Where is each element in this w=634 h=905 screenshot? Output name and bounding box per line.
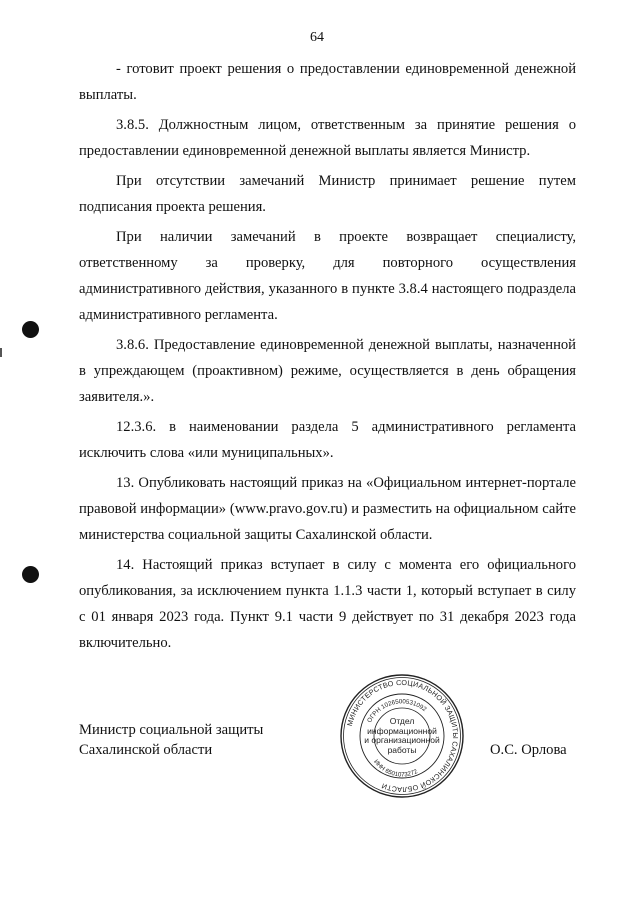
seal-center-line: и организационной bbox=[364, 735, 440, 745]
seal-center-line: работы bbox=[387, 744, 417, 755]
seal-inn-text: ИНН 6501073272 bbox=[372, 758, 419, 779]
document-body bbox=[79, 56, 576, 660]
punch-hole bbox=[22, 321, 39, 338]
paragraph: При отсутствии замечаний Министр принимает решение путем подписания проекта решения. bbox=[79, 173, 576, 215]
seal-outer-ring-text: МИНИСТЕРСТВО СОЦИАЛЬНОЙ ЗАЩИТЫ САХАЛИНСКОЙ ОБЛАСТИ bbox=[345, 677, 461, 795]
paragraph: При наличии замечаний в проекте возвращает специалисту, ответственному за проверку, для повторного осуществления административного действия, указанного в пункте 3.8.4 настоящего подраздела административного регламента. bbox=[79, 229, 576, 323]
paragraph: 12.3.6. в наименовании раздела 5 административного регламента исключить слова «или муниципальных». bbox=[79, 419, 576, 461]
signatory-title bbox=[79, 720, 263, 760]
seal-center-line: информационной bbox=[367, 725, 437, 736]
page-number: 64 bbox=[310, 30, 324, 45]
svg-text:ИНН 6501073272 bbox=[372, 758, 419, 778]
paragraph: 14. Настоящий приказ вступает в силу с момента его официального опубликования, за исключением пункта 1.1.3 части 1, который вступает в силу с 01 января 2023 года. Пункт 9.1 части 9 действует по 31 декабря 2023 года включительно. bbox=[79, 557, 576, 651]
seal-center-line: Отдел bbox=[389, 716, 415, 726]
scan-edge-mark bbox=[0, 348, 2, 357]
paragraph: 3.8.5. Должностным лицом, ответственным за принятие решения о предоставлении единовременной денежной выплаты является Министр. bbox=[79, 117, 576, 159]
signatory-title-line: Сахалинской области bbox=[79, 742, 213, 758]
signatory-title-line: Министр социальной защиты bbox=[79, 722, 264, 738]
paragraph: 3.8.6. Предоставление единовременной денежной выплаты, назначенной в упреждающем (проактивном) режиме, осуществляется в день обращения заявителя.». bbox=[79, 337, 576, 405]
signatory-name: О.С. Орлова bbox=[490, 742, 567, 758]
paragraph: 13. Опубликовать настоящий приказ на «Официальном интернет-портале правовой информации» (www.pravo.gov.ru) и разместить на официальном сайте министерства социальной защиты Сахалинской области. bbox=[79, 475, 576, 543]
seal-center-text bbox=[360, 717, 444, 755]
seal-ogrn-text: ОГРН 1026500531092 bbox=[366, 698, 428, 724]
paragraph: - готовит проект решения о предоставлении единовременной денежной выплаты. bbox=[79, 61, 576, 103]
punch-hole bbox=[22, 566, 39, 583]
